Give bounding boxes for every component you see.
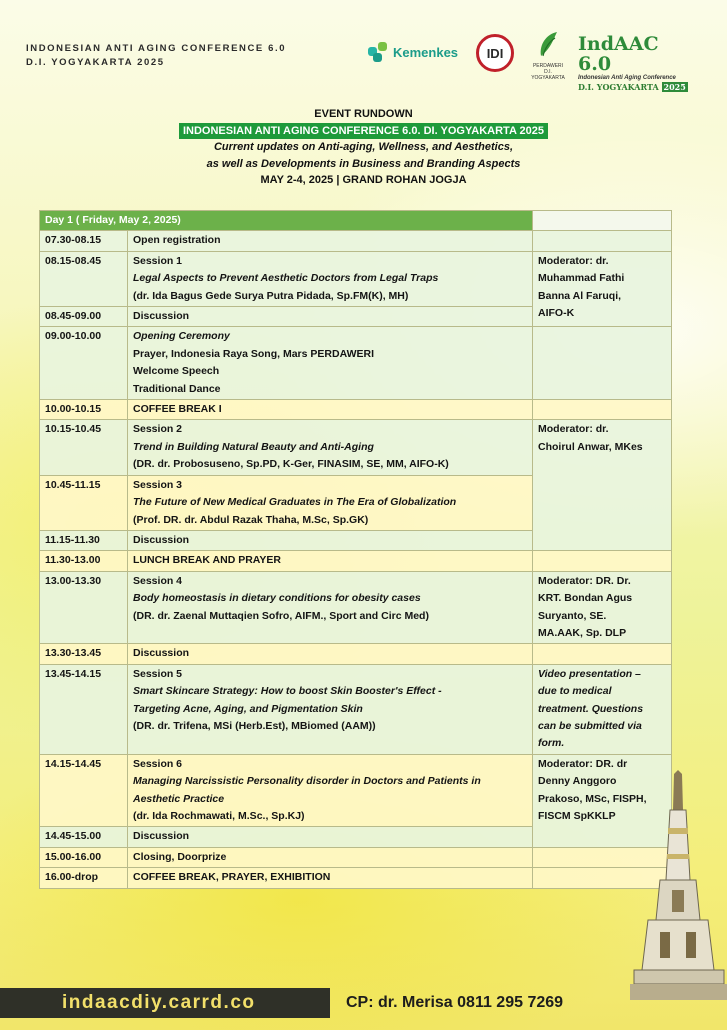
row-time: 14.45-15.00 xyxy=(40,827,128,847)
moderator-line: Moderator: DR. dr xyxy=(538,757,628,770)
row-time: 11.15-11.30 xyxy=(40,530,128,550)
row-activity xyxy=(128,327,533,400)
perdaweri-logo xyxy=(528,30,568,81)
row-time: 10.45-11.15 xyxy=(40,475,128,530)
kemenkes-label: Kemenkes xyxy=(393,44,459,60)
row-time: 13.30-13.45 xyxy=(40,644,128,664)
table-row xyxy=(40,868,672,888)
moderator-line: Moderator: dr. xyxy=(538,254,609,267)
kemenkes-logo xyxy=(368,42,458,62)
event-header xyxy=(26,42,286,70)
perdaweri-label-1: PERDAWERI xyxy=(532,63,564,69)
idi-logo: IDI xyxy=(476,34,514,72)
indaac-logo xyxy=(578,34,698,92)
session-topic-cont: Aesthetic Practice xyxy=(133,792,225,805)
moderator-line: AIFO-K xyxy=(538,307,575,320)
session-topic: The Future of New Medical Graduates in The Era of Globalization xyxy=(133,496,457,509)
row-time: 08.15-08.45 xyxy=(40,251,128,306)
table-row xyxy=(40,400,672,420)
row-activity xyxy=(128,644,533,664)
activity-line: Closing, Doorprize xyxy=(133,850,227,863)
moderator-line: Moderator: dr. xyxy=(538,423,609,436)
row-time: 10.15-10.45 xyxy=(40,420,128,475)
footer-bar xyxy=(0,976,727,1030)
note-line: treatment. Questions xyxy=(538,702,644,715)
perdaweri-label-2: D.I. YOGYAKARTA xyxy=(531,69,565,81)
activity-line: Discussion xyxy=(133,533,190,546)
activity-line: Welcome Speech xyxy=(133,365,220,378)
indaac-subtitle: Indonesian Anti Aging Conference xyxy=(578,75,676,81)
session-speaker: (dr. Ida Bagus Gede Surya Putra Pidada, Sp.FM(K), MH) xyxy=(133,289,409,302)
session-speaker: (DR. dr. Probosuseno, Sp.PD, K-Ger, FINASIM, SE, MM, AIFO-K) xyxy=(133,458,449,471)
row-time: 08.45-09.00 xyxy=(40,307,128,327)
session-topic-cont: Targeting Acne, Aging, and Pigmentation Skin xyxy=(133,702,363,715)
table-row xyxy=(40,551,672,571)
session-label: Session 6 xyxy=(133,757,183,770)
table-row xyxy=(40,251,672,306)
row-time: 10.00-10.15 xyxy=(40,400,128,420)
note-line: Video presentation – xyxy=(538,667,641,680)
table-row xyxy=(40,664,672,754)
row-time: 13.00-13.30 xyxy=(40,571,128,644)
note-line: form. xyxy=(538,737,565,750)
activity-line: Discussion xyxy=(133,647,190,660)
row-time: 16.00-drop xyxy=(40,868,128,888)
moderator-line: KRT. Bondan Agus xyxy=(538,592,633,605)
moderator-cell xyxy=(533,251,672,327)
moderator-line: Banna Al Faruqi, xyxy=(538,289,622,302)
row-moderator-empty xyxy=(533,231,672,251)
row-time: 13.45-14.15 xyxy=(40,664,128,754)
day-header-row xyxy=(40,211,672,231)
header-line-2: D.I. YOGYAKARTA 2025 xyxy=(26,57,165,68)
conference-title: INDONESIAN ANTI AGING CONFERENCE 6.0. DI. YOGYAKARTA 2025 xyxy=(179,123,548,140)
row-time: 14.15-14.45 xyxy=(40,754,128,827)
moderator-line: Moderator: DR. Dr. xyxy=(538,574,631,587)
session-label: Session 3 xyxy=(133,478,183,491)
session-speaker: (dr. Ida Rochmawati, M.Sc., Sp.KJ) xyxy=(133,810,305,822)
activity-line: COFFEE BREAK I xyxy=(133,403,222,416)
row-time: 11.30-13.00 xyxy=(40,551,128,571)
session-speaker: (DR. dr. Zaenal Muttaqien Sofro, AIFM., Sport and Circ Med) xyxy=(133,609,429,622)
row-activity xyxy=(128,231,533,251)
session-label: Session 4 xyxy=(133,574,183,587)
title-block xyxy=(0,106,727,189)
session-topic: Legal Aspects to Prevent Aesthetic Doctors from Legal Traps xyxy=(133,272,439,285)
leaf-icon xyxy=(537,30,559,58)
table-row xyxy=(40,231,672,251)
session-label: Session 5 xyxy=(133,667,183,680)
website-link[interactable]: indaacdiy.carrd.co xyxy=(0,988,330,1018)
activity-line: Discussion xyxy=(133,310,190,323)
row-activity xyxy=(128,664,533,754)
activity-line: Traditional Dance xyxy=(133,382,221,395)
row-time: 09.00-10.00 xyxy=(40,327,128,400)
moderator-line: Choirul Anwar, MKes xyxy=(538,440,643,453)
session-label: Session 1 xyxy=(133,254,183,267)
theme-line-1: Current updates on Anti-aging, Wellness, and Aesthetics, xyxy=(213,141,514,153)
moderator-line: FISCM SpKKLP xyxy=(538,810,616,822)
moderator-note-cell xyxy=(533,664,672,754)
indaac-location-text: D.I. YOGYAKARTA xyxy=(578,82,659,92)
session-label: Session 2 xyxy=(133,423,183,436)
row-activity xyxy=(128,420,533,475)
table-row xyxy=(40,644,672,664)
session-topic: Trend in Building Natural Beauty and Anti-Aging xyxy=(133,440,374,453)
row-activity xyxy=(128,571,533,644)
rundown-heading: EVENT RUNDOWN xyxy=(314,108,413,120)
tugu-monument-illustration xyxy=(630,770,727,1000)
row-activity xyxy=(128,400,533,420)
row-activity xyxy=(128,551,533,571)
kemenkes-icon xyxy=(368,42,388,62)
row-moderator-empty xyxy=(533,327,672,400)
session-speaker: (DR. dr. Trifena, MSi (Herb.Est), MBiomed (AAM)) xyxy=(133,719,376,732)
moderator-line: Prakoso, MSc, FISPH, xyxy=(538,792,647,805)
moderator-line: Muhammad Fathi xyxy=(538,272,625,285)
header-line-1: INDONESIAN ANTI AGING CONFERENCE 6.0 xyxy=(26,43,287,54)
row-moderator-empty xyxy=(533,644,672,664)
note-line: can be submitted via xyxy=(538,719,642,732)
activity-line: Discussion xyxy=(133,830,190,843)
activity-line: LUNCH BREAK AND PRAYER xyxy=(133,554,281,567)
moderator-line: Denny Anggoro xyxy=(538,775,617,788)
activity-line: Opening Ceremony xyxy=(133,330,230,343)
row-activity xyxy=(128,868,533,888)
moderator-cell xyxy=(533,571,672,644)
indaac-year: 2025 xyxy=(663,82,686,92)
indaac-title: IndAAC 6.0 xyxy=(578,33,659,75)
row-moderator-empty xyxy=(533,400,672,420)
table-row xyxy=(40,847,672,867)
row-activity xyxy=(128,847,533,867)
row-time: 15.00-16.00 xyxy=(40,847,128,867)
moderator-line: MA.AAK, Sp. DLP xyxy=(538,626,627,639)
session-topic: Managing Narcissistic Personality disorder in Doctors and Patients in xyxy=(133,775,481,788)
activity-line: Open registration xyxy=(133,234,221,247)
row-activity xyxy=(128,475,533,530)
moderator-line: Suryanto, SE. xyxy=(538,609,607,622)
table-row xyxy=(40,327,672,400)
note-line: due to medical xyxy=(538,685,612,698)
moderator-cell xyxy=(533,420,672,551)
session-topic: Smart Skincare Strategy: How to boost Skin Booster's Effect - xyxy=(133,685,442,698)
theme-line-2: as well as Developments in Business and Branding Aspects xyxy=(206,157,521,170)
sponsor-logos xyxy=(368,30,698,92)
row-activity xyxy=(128,251,533,306)
day-label: Day 1 ( Friday, May 2, 2025) xyxy=(40,211,533,231)
indaac-location xyxy=(578,82,698,92)
row-activity xyxy=(128,827,533,847)
row-moderator-empty xyxy=(533,551,672,571)
table-row xyxy=(40,571,672,644)
contact-person: CP: dr. Merisa 0811 295 7269 xyxy=(346,994,564,1011)
session-speaker: (Prof. DR. dr. Abdul Razak Thaha, M.Sc, Sp.GK) xyxy=(133,513,369,526)
activity-line: Prayer, Indonesia Raya Song, Mars PERDAWERI xyxy=(133,347,374,360)
date-venue: MAY 2-4, 2025 | GRAND ROHAN JOGJA xyxy=(260,174,467,186)
activity-line: COFFEE BREAK, PRAYER, EXHIBITION xyxy=(133,871,331,884)
row-time: 07.30-08.15 xyxy=(40,231,128,251)
row-activity xyxy=(128,307,533,327)
day-header-blank xyxy=(533,211,672,231)
row-activity xyxy=(128,754,533,827)
table-row xyxy=(40,420,672,475)
rundown-table xyxy=(39,210,672,889)
table-row xyxy=(40,754,672,827)
session-topic: Body homeostasis in dietary conditions for obesity cases xyxy=(133,592,421,605)
row-activity xyxy=(128,530,533,550)
